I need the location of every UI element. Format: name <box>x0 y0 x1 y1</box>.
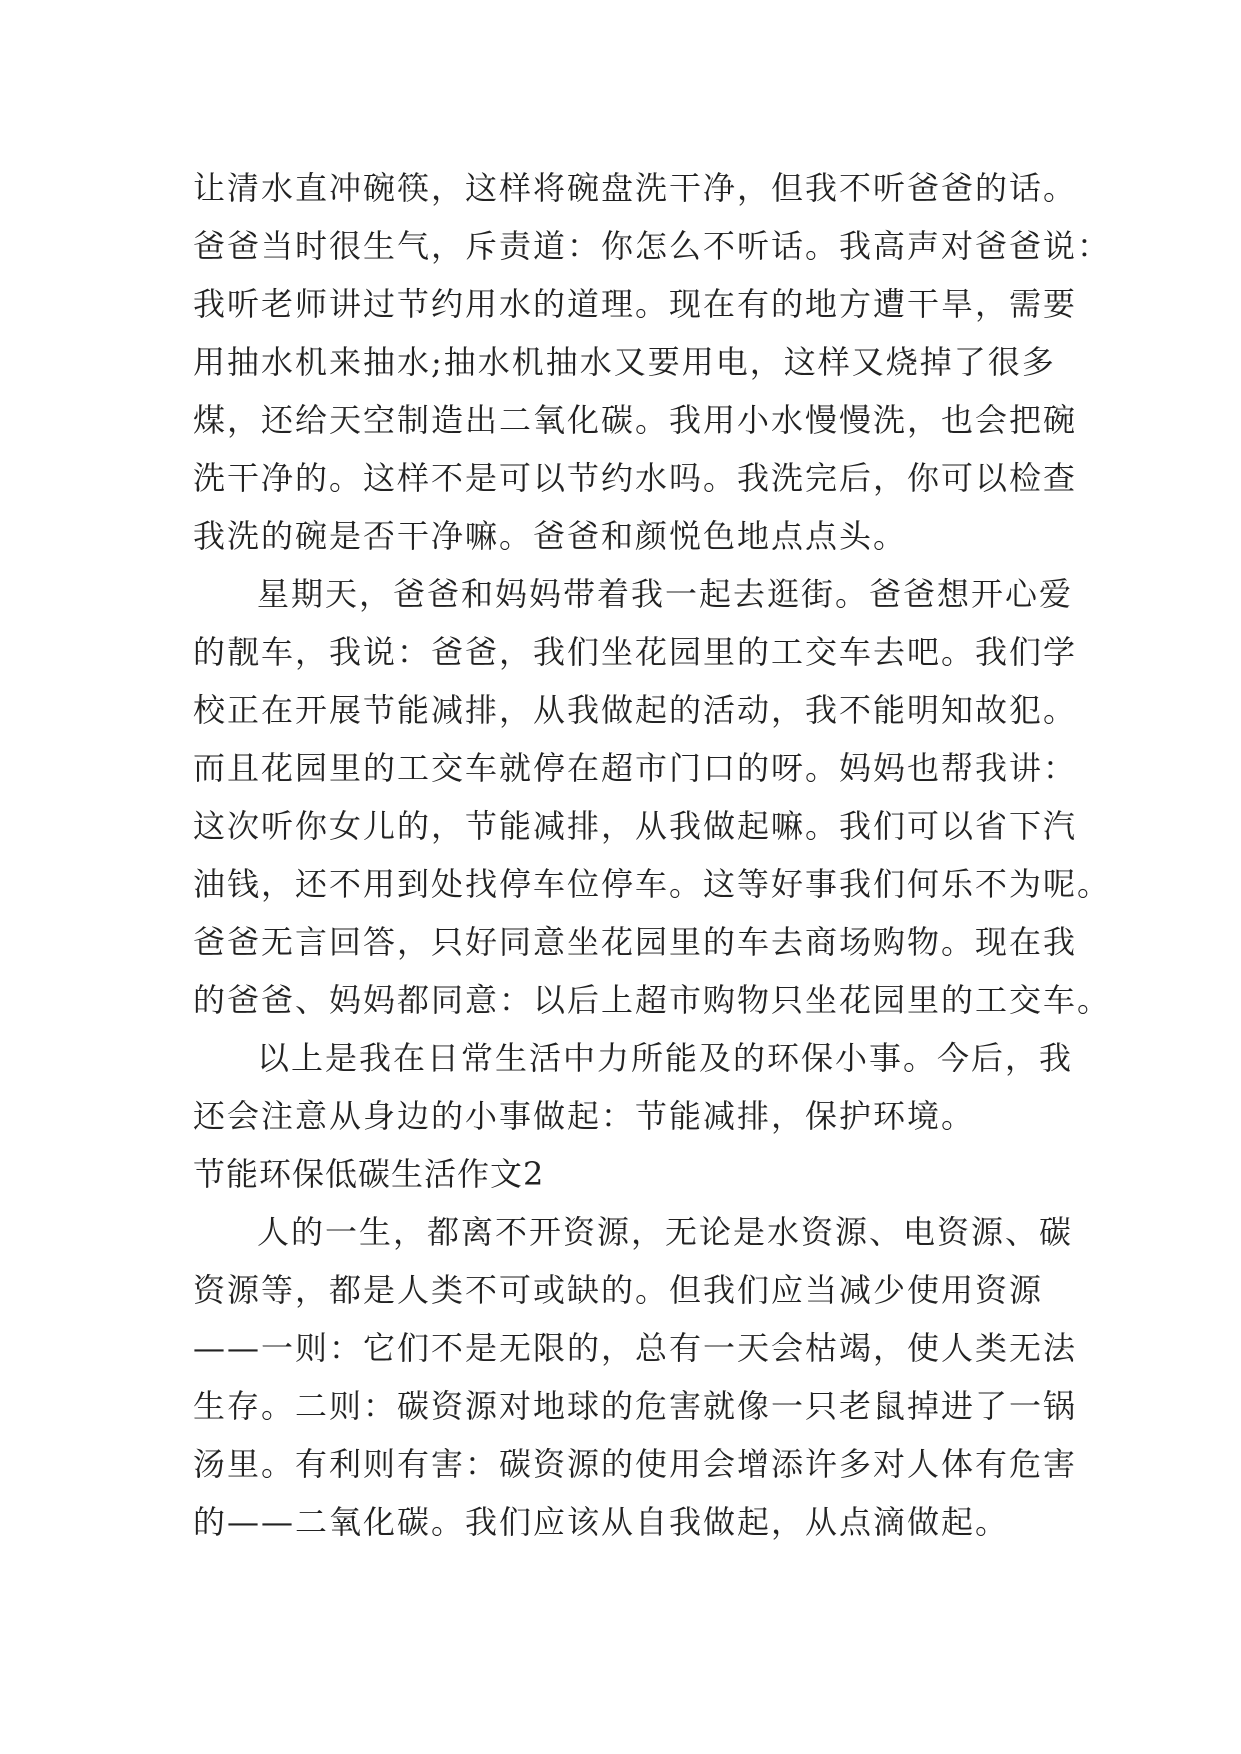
text-line: 的靓车，我说：爸爸，我们坐花园里的工交车去吧。我们学 <box>193 633 1078 671</box>
text-line: 汤里。有利则有害：碳资源的使用会增添许多对人体有危害 <box>193 1445 1078 1483</box>
text-line: 的——二氧化碳。我们应该从自我做起，从点滴做起。 <box>193 1503 1010 1541</box>
text-line: 校正在开展节能减排，从我做起的活动，我不能明知故犯。 <box>193 691 1078 729</box>
text-line: ——一则：它们不是无限的，总有一天会枯竭，使人类无法 <box>193 1329 1078 1367</box>
text-line: 油钱，还不用到处找停车位停车。这等好事我们何乐不为呢。 <box>193 865 1112 903</box>
paragraph-start-line: 星期天，爸爸和妈妈带着我一起去逛街。爸爸想开心爱 <box>257 575 1074 613</box>
text-line: 这次听你女儿的，节能减排，从我做起嘛。我们可以省下汽 <box>193 807 1078 845</box>
text-line: 生存。二则：碳资源对地球的危害就像一只老鼠掉进了一锅 <box>193 1387 1078 1425</box>
paragraph-start-line: 以上是我在日常生活中力所能及的环保小事。今后，我 <box>257 1039 1074 1077</box>
text-line: 的爸爸、妈妈都同意：以后上超市购物只坐花园里的工交车。 <box>193 981 1112 1019</box>
text-line: 资源等，都是人类不可或缺的。但我们应当减少使用资源 <box>193 1271 1044 1309</box>
text-line: 还会注意从身边的小事做起：节能减排，保护环境。 <box>193 1097 976 1135</box>
text-line: 我洗的碗是否干净嘛。爸爸和颜悦色地点点头。 <box>193 517 908 555</box>
text-line: 用抽水机来抽水;抽水机抽水又要用电，这样又烧掉了很多 <box>193 343 1056 381</box>
text-line: 我听老师讲过节约用水的道理。现在有的地方遭干旱，需要 <box>193 285 1078 323</box>
section-heading: 节能环保低碳生活作文2 <box>193 1155 545 1193</box>
text-line: 爸爸无言回答，只好同意坐花园里的车去商场购物。现在我 <box>193 923 1078 961</box>
text-line: 让清水直冲碗筷，这样将碗盘洗干净，但我不听爸爸的话。 <box>193 169 1078 207</box>
text-line: 洗干净的。这样不是可以节约水吗。我洗完后，你可以检查 <box>193 459 1078 497</box>
text-line: 而且花园里的工交车就停在超市门口的呀。妈妈也帮我讲： <box>193 749 1078 787</box>
paragraph-start-line: 人的一生，都离不开资源，无论是水资源、电资源、碳 <box>257 1213 1074 1251</box>
text-line: 煤，还给天空制造出二氧化碳。我用小水慢慢洗，也会把碗 <box>193 401 1078 439</box>
text-line: 爸爸当时很生气，斥责道：你怎么不听话。我高声对爸爸说： <box>193 227 1112 265</box>
